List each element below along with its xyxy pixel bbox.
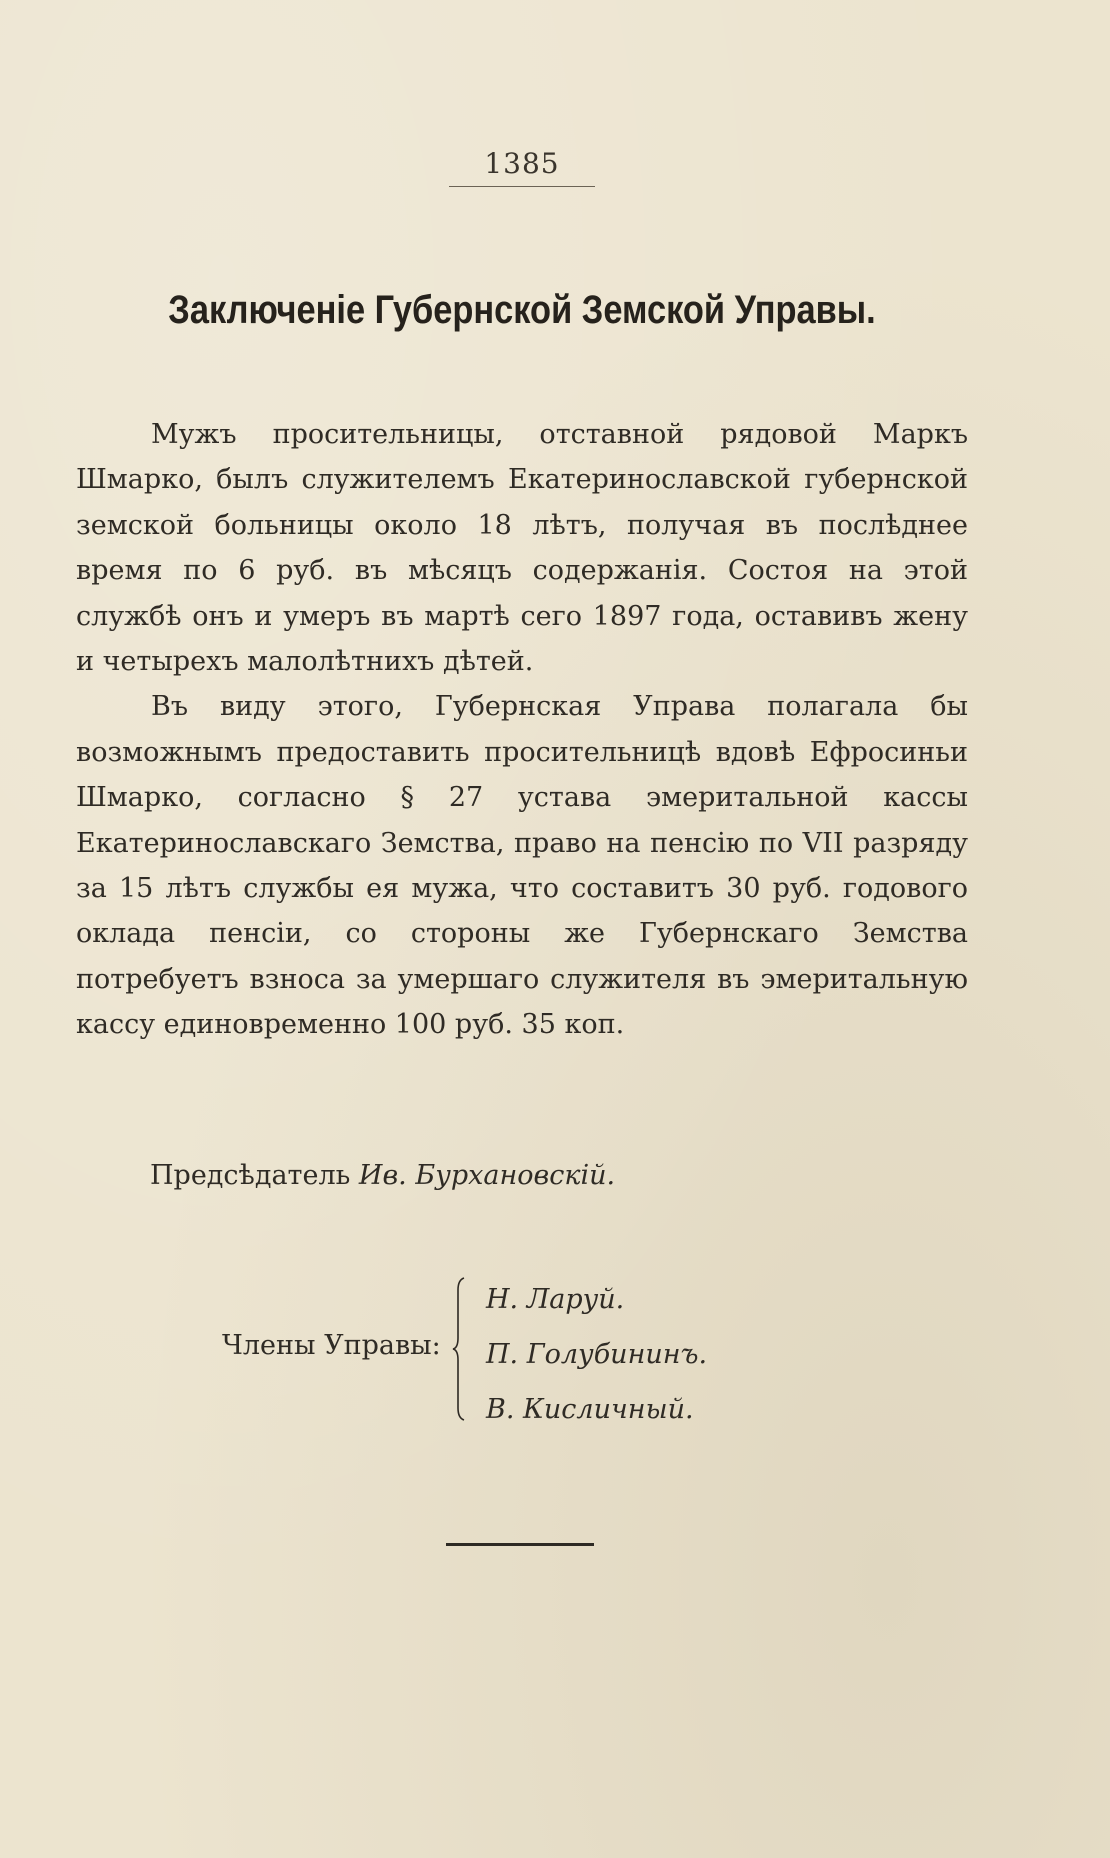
- body-text: [76, 412, 968, 1048]
- members-label: Члены Управы:: [222, 1330, 441, 1361]
- page-number-rule: [449, 186, 595, 187]
- member-name: В. Кисличный.: [486, 1394, 694, 1425]
- member-name: Н. Ларуй.: [486, 1284, 625, 1315]
- chairman-label: Предсѣдатель: [150, 1160, 351, 1191]
- page-number: 1385: [484, 147, 560, 180]
- chairman-signature: [150, 1160, 615, 1191]
- paragraph-1: Мужъ просительницы, отставной рядовой Маркъ Шмарко, былъ служителемъ Екатеринославской губернской земской больницы около 18 лѣтъ, получая въ послѣднее время по 6 руб. въ мѣсяцъ содержанiя. Состоя на этой службѣ онъ и умеръ въ мартѣ сего 1897 года, оставивъ жену и четырехъ малолѣтнихъ дѣтей.: [76, 419, 968, 678]
- paragraph-2: Въ виду этого, Губернская Управа полагала бы возможнымъ предоставить просительницѣ вдовѣ Ефросиньи Шмарко, согласно § 27 устава эмеритальной кассы Екатеринославскаго Земства, право на пенсiю по VII разряду за 15 лѣтъ службы ея мужа, что составитъ 30 руб. годового оклада пенсiи, со стороны же Губернскаго Земства потребуетъ взноса за умершаго служителя въ эмеритальную кассу единовременно 100 руб. 35 коп.: [76, 691, 968, 1041]
- chairman-name: Ив. Бурхановскiй.: [358, 1160, 616, 1191]
- end-rule: [446, 1543, 594, 1546]
- brace-icon: [452, 1276, 468, 1422]
- document-title: Заключенiе Губернской Земской Управы.: [168, 288, 876, 332]
- members-list: [486, 1272, 707, 1437]
- member-name: П. Голубининъ.: [486, 1339, 708, 1370]
